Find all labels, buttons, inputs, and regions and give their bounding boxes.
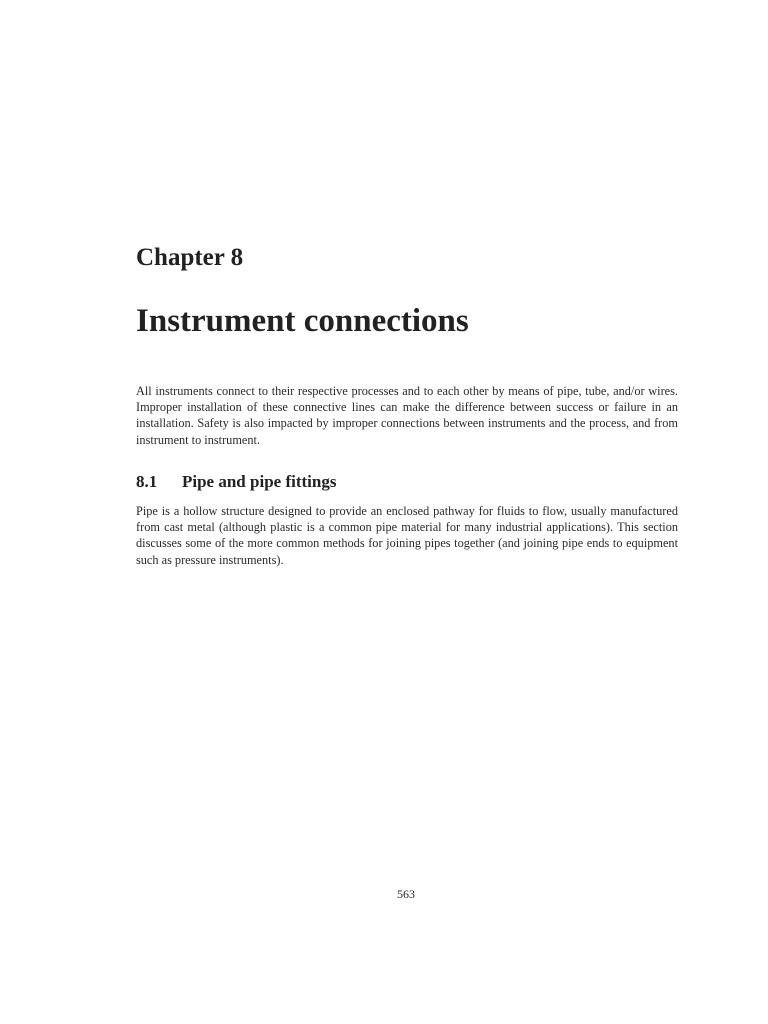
page-number: 563 [397, 887, 415, 901]
chapter-label: Chapter 8 [136, 244, 244, 271]
section-body-paragraph: Pipe is a hollow structure designed to provide an enclosed pathway for fluids to flow, usually manufactured from cast metal (although plastic is a common pipe material for many industrial applications). This section discusses some of the more common methods for joining pipes together (and joining pipe ends to equipment such as pressure instruments). [136, 504, 678, 567]
section-number: 8.1 [136, 472, 158, 491]
section-title: Pipe and pipe fittings [182, 472, 337, 491]
intro-paragraph: All instruments connect to their respective processes and to each other by means of pipe, tube, and/or wires. Improper installation of these connective lines can make the difference between success or failure in an installation. Safety is also impacted by improper connections between instruments and the process, and from instrument to instrument. [136, 384, 678, 447]
chapter-title: Instrument connections [136, 303, 469, 339]
section-heading [136, 472, 336, 492]
